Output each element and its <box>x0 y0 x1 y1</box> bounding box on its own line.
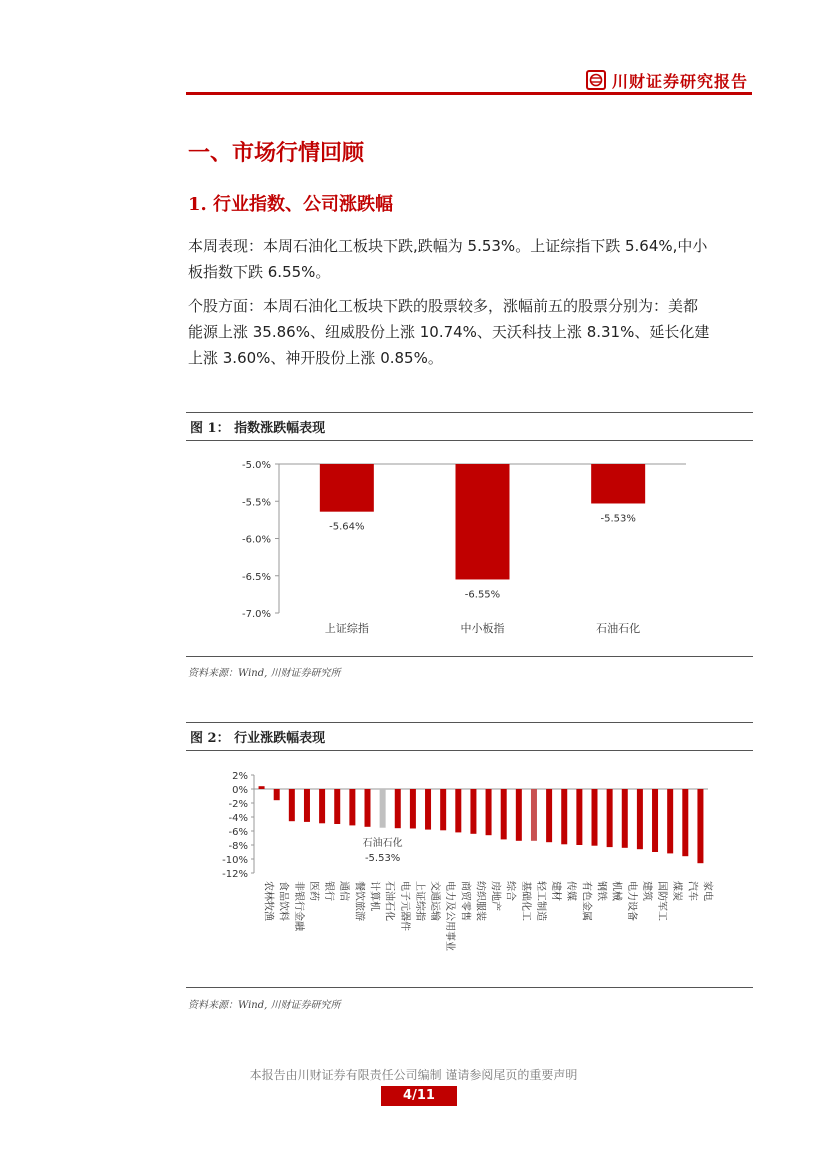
header-rule <box>186 92 752 95</box>
x-tick-label: 有色金属 <box>580 881 592 921</box>
bar <box>456 464 510 579</box>
x-tick-label: 机械 <box>610 881 622 901</box>
x-tick-label: 医药 <box>307 881 319 901</box>
bar <box>470 789 476 834</box>
figure2-header <box>186 722 753 751</box>
bar <box>259 786 265 789</box>
x-tick-label: 食品饮料 <box>277 881 289 921</box>
bar <box>334 789 340 824</box>
x-tick-label: 上证综指 <box>324 622 369 635</box>
figure1-title-rule <box>186 440 753 441</box>
y-tick-label: -8% <box>228 841 248 852</box>
paragraph-market-performance <box>188 233 756 285</box>
figure1-header <box>186 412 753 441</box>
x-tick-label: 中小板指 <box>460 622 505 635</box>
data-label: -5.53% <box>600 513 636 525</box>
bar <box>667 789 673 853</box>
y-tick-label: -6% <box>228 827 248 838</box>
bar <box>365 789 371 827</box>
y-tick-label: -5.0% <box>241 460 271 471</box>
paragraph-line: 能源上涨 35.86%、纽威股份上涨 10.74%、天沃科技上涨 8.31%、延长化建 <box>188 323 710 341</box>
x-tick-label: 银行 <box>323 881 335 901</box>
x-tick-label: 上证综指 <box>413 881 425 921</box>
bar <box>561 789 567 844</box>
brand-name: 川财证券研究报告 <box>612 72 749 91</box>
x-tick-label: 电力及公用事业 <box>444 881 456 951</box>
x-tick-label: 纺织服装 <box>474 881 486 921</box>
data-label: -6.55% <box>464 589 501 601</box>
x-tick-label: 石油石化 <box>383 881 395 921</box>
x-tick-label: 汽车 <box>686 881 698 901</box>
x-tick-label: 建筑 <box>640 881 652 901</box>
y-tick-label: -10% <box>222 855 248 866</box>
figure2-title: 图 2： 行业涨跌幅表现 <box>190 731 326 746</box>
x-tick-label: 基础化工 <box>519 881 531 921</box>
figure2-title-rule <box>186 750 753 751</box>
bar <box>455 789 461 832</box>
bar <box>349 789 355 825</box>
y-tick-label: -5.5% <box>241 497 271 509</box>
bar <box>622 789 628 848</box>
paragraph-line: 上涨 3.60%、神开股份上涨 0.85%。 <box>188 349 443 367</box>
x-tick-label: 煤炭 <box>671 881 683 901</box>
bar <box>440 789 446 830</box>
sichuan-finance-logo-icon <box>586 70 606 90</box>
data-label: -5.64% <box>329 521 365 533</box>
bar <box>320 464 374 512</box>
bar <box>591 464 645 503</box>
annotation-label: 石油石化 <box>362 838 403 849</box>
paragraph-stocks <box>188 293 756 371</box>
x-tick-label: 餐饮旅游 <box>353 881 365 921</box>
figure2-source: 资料来源：Wind, 川财证券研究所 <box>188 1000 341 1011</box>
y-tick-label: -7.0% <box>241 609 271 620</box>
x-tick-label: 钢铁 <box>595 881 607 901</box>
bar <box>486 789 492 835</box>
bar <box>395 789 401 828</box>
report-header <box>0 0 827 100</box>
bar <box>410 789 416 828</box>
y-tick-label: -12% <box>222 869 248 880</box>
x-tick-label: 建材 <box>550 881 562 901</box>
x-tick-label: 轻工制造 <box>534 881 546 921</box>
footer-disclaimer: 本报告由川财证券有限责任公司编制 谨请参阅尾页的重要声明 <box>249 1068 578 1082</box>
bar <box>289 789 295 821</box>
bar <box>531 789 537 841</box>
paragraph-line: 本周表现：本周石油化工板块下跌,跌幅为 5.53%。上证综指下跌 5.64%,中小 <box>188 237 708 255</box>
section-title: 一、市场行情回顾 <box>188 140 365 166</box>
x-tick-label: 通信 <box>338 881 350 901</box>
section-subtitle: 1. 行业指数、公司涨跌幅 <box>188 194 394 215</box>
x-tick-label: 商贸零售 <box>459 881 471 921</box>
x-tick-label: 电力设备 <box>625 881 637 921</box>
figure2-bottom-rule <box>186 987 753 988</box>
bar <box>576 789 582 845</box>
y-tick-label: 0% <box>232 785 248 796</box>
bar <box>682 789 688 856</box>
x-tick-label: 电子元器件 <box>398 881 410 931</box>
figure1-title: 图 1： 指数涨跌幅表现 <box>190 421 326 436</box>
bar <box>607 789 613 847</box>
x-tick-label: 非银行金融 <box>292 881 304 931</box>
bar <box>304 789 310 822</box>
x-tick-label: 房地产 <box>489 881 501 911</box>
bar <box>697 789 703 863</box>
bar <box>425 789 431 830</box>
x-tick-label: 国防军工 <box>656 881 668 921</box>
x-tick-label: 综合 <box>504 881 516 901</box>
paragraph-line: 个股方面：本周石油化工板块下跌的股票较多，涨幅前五的股票分别为：美都 <box>188 297 699 315</box>
bar <box>637 789 643 849</box>
bar <box>592 789 598 846</box>
x-tick-label: 农林牧渔 <box>262 881 274 921</box>
figure2-chart <box>186 762 753 980</box>
x-tick-label: 传媒 <box>565 881 577 901</box>
bar <box>546 789 552 842</box>
paragraph-line: 板指数下跌 6.55%。 <box>188 263 331 281</box>
page-number: 4/11 <box>381 1086 457 1106</box>
y-tick-label: -6.5% <box>241 571 271 583</box>
figure1-chart <box>186 448 753 648</box>
y-tick-label: 2% <box>232 771 248 782</box>
bar <box>652 789 658 852</box>
y-tick-label: -4% <box>228 813 248 824</box>
bar <box>274 789 280 800</box>
x-tick-label: 交通运输 <box>429 881 441 921</box>
bar <box>501 789 507 839</box>
x-tick-label: 计算机 <box>368 881 380 911</box>
y-tick-label: -2% <box>228 799 248 810</box>
x-tick-label: 家电 <box>701 881 713 901</box>
bar <box>516 789 522 841</box>
annotation-value: -5.53% <box>364 853 401 864</box>
figure1-bottom-rule <box>186 656 753 657</box>
bar <box>380 789 386 828</box>
bar <box>319 789 325 823</box>
y-tick-label: -6.0% <box>241 534 271 546</box>
x-tick-label: 石油石化 <box>596 622 641 635</box>
figure1-source: 资料来源：Wind, 川财证券研究所 <box>188 668 341 679</box>
